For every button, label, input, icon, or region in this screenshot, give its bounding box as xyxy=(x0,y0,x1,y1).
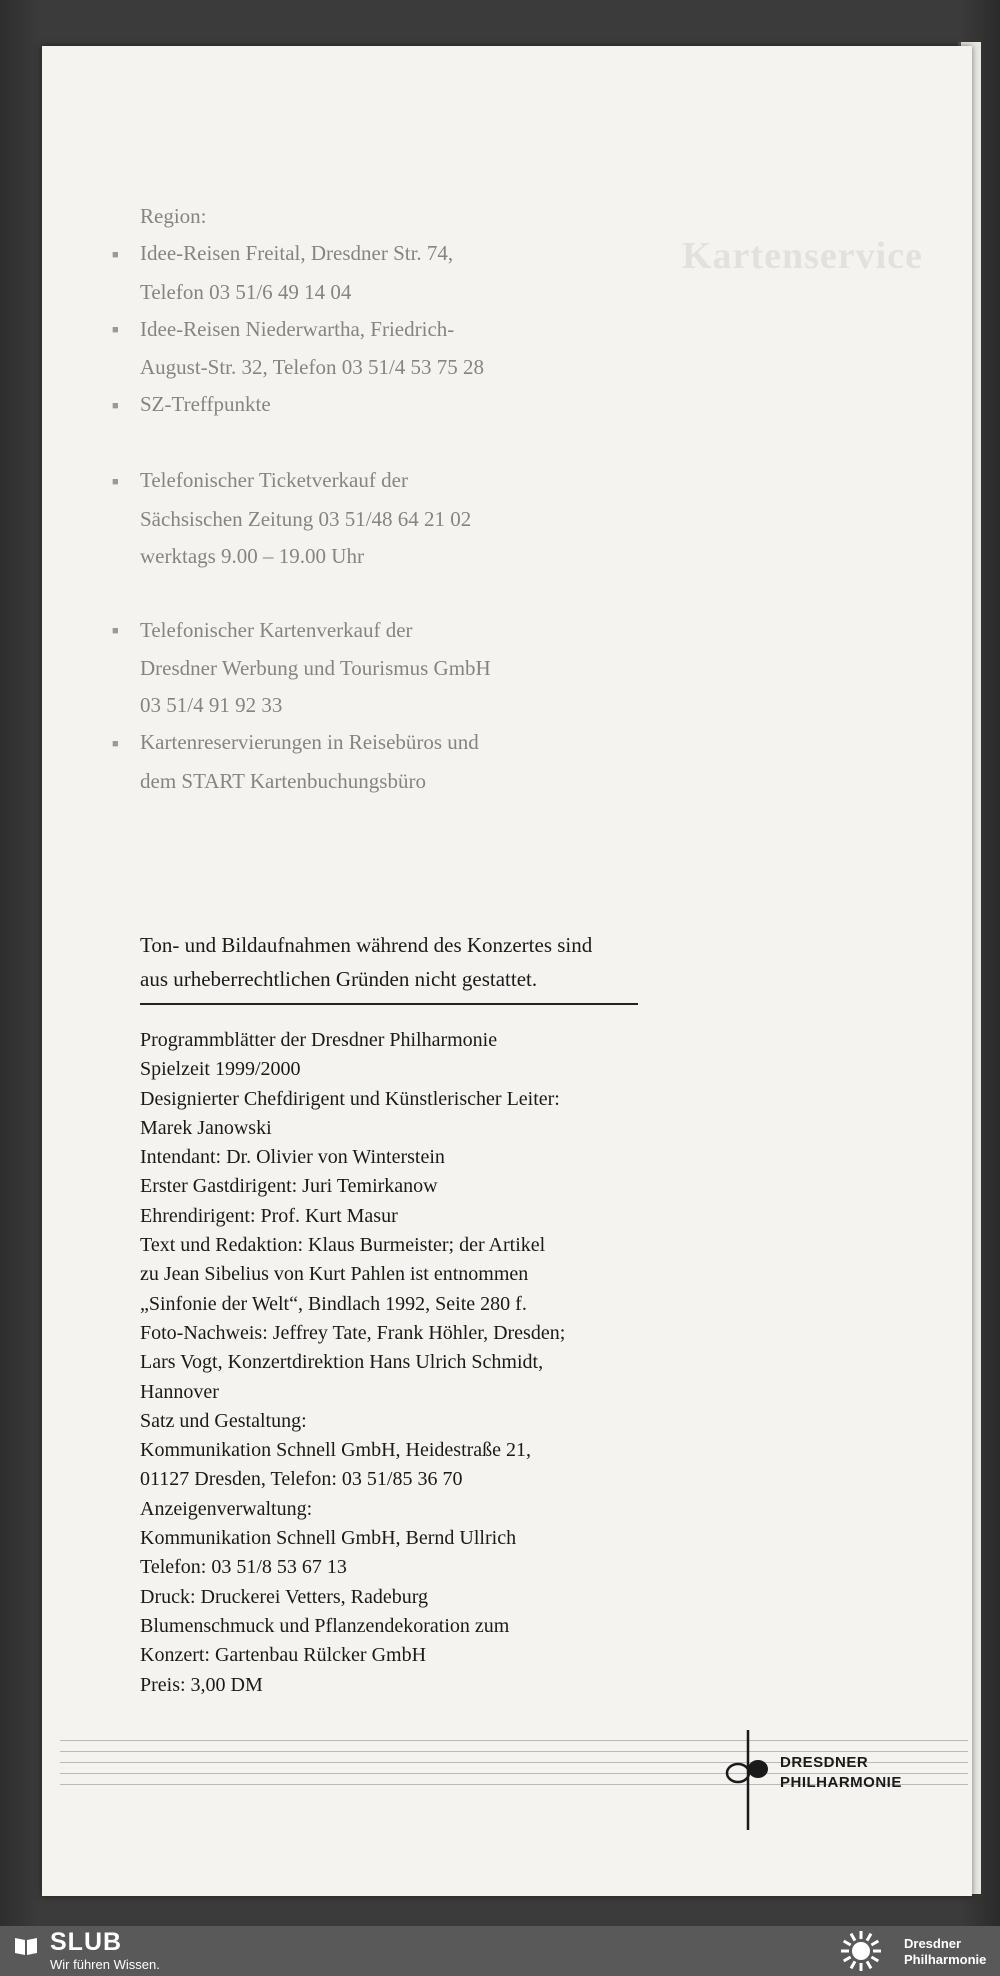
credit-line: Telefon: 03 51/8 53 67 13 xyxy=(140,1556,347,1579)
bleed-line: Telefon 03 51/6 49 14 04 xyxy=(140,279,352,304)
bleed-line: Sächsischen Zeitung 03 51/48 64 21 02 xyxy=(140,506,472,531)
logo-line-1: DRESDNER xyxy=(780,1754,869,1771)
credit-line: Marek Janowski xyxy=(140,1116,272,1139)
logo-wordmark xyxy=(780,1753,902,1793)
sun-ray xyxy=(851,1934,855,1941)
bleed-line: ■ Telefonischer Kartenverkauf der xyxy=(112,612,640,651)
credit-line: Lars Vogt, Konzertdirektion Hans Ulrich Schmidt, xyxy=(140,1351,544,1374)
philharmonie-sun-icon xyxy=(840,1930,882,1972)
credit-line: Kommunikation Schnell GmbH, Bernd Ullrich xyxy=(140,1527,517,1550)
slub-book-icon xyxy=(14,1936,38,1956)
credit-line: Ehrendirigent: Prof. Kurt Masur xyxy=(140,1204,398,1227)
imprint-credits xyxy=(140,1026,660,1700)
bleed-line: Dresdner Werbung und Tourismus GmbH xyxy=(140,656,491,681)
recording-notice xyxy=(140,928,640,996)
notice-line: aus urheberrechtlichen Gründen nicht gestattet. xyxy=(140,967,538,991)
credit-line: Blumenschmuck und Pflanzendekoration zum xyxy=(140,1614,510,1637)
credit-line: Konzert: Gartenbau Rülcker GmbH xyxy=(140,1644,427,1667)
credit-line: Preis: 3,00 DM xyxy=(140,1673,263,1696)
bleed-line: dem START Kartenbuchungsbüro xyxy=(140,769,426,794)
bleed-line: Region: xyxy=(140,204,207,228)
notice-line: Ton- und Bildaufnahmen während des Konzertes sind xyxy=(140,933,593,957)
separator-rule xyxy=(140,1003,638,1005)
logo-note-icon xyxy=(718,1725,778,1835)
sun-ray xyxy=(871,1941,878,1945)
sun-ray xyxy=(844,1941,851,1945)
ghost-title: Kartenservice xyxy=(682,235,923,277)
credit-line: Kommunikation Schnell GmbH, Heidestraße 21, xyxy=(140,1439,532,1462)
partner-line-2: Philharmonie xyxy=(904,1952,987,1967)
credit-line: zu Jean Sibelius von Kurt Pahlen ist entnommen xyxy=(140,1263,529,1286)
credit-line: Erster Gastdirigent: Juri Temirkanow xyxy=(140,1175,438,1198)
credit-line: 01127 Dresden, Telefon: 03 51/85 36 70 xyxy=(140,1468,463,1491)
sun-ray xyxy=(871,1957,878,1961)
bleed-line: werktags 9.00 – 19.00 Uhr xyxy=(140,543,364,568)
credit-line: Satz und Gestaltung: xyxy=(140,1409,307,1432)
bleed-line: August-Str. 32, Telefon 03 51/4 53 75 28 xyxy=(140,355,485,380)
partner-logo-text[interactable] xyxy=(904,1936,986,1968)
sun-ray xyxy=(867,1961,871,1968)
slub-tagline: Wir führen Wissen. xyxy=(50,1957,160,1972)
bleed-line: ■ Telefonischer Ticketverkauf der xyxy=(112,462,640,501)
sun-ray xyxy=(867,1934,871,1941)
bleed-line: ■ Kartenreservierungen in Reisebüros und xyxy=(112,724,640,763)
dresdner-philharmonie-logo xyxy=(718,1725,918,1835)
credit-line: Text und Redaktion: Klaus Burmeister; der Artikel xyxy=(140,1234,546,1257)
bleed-line xyxy=(140,575,640,612)
partner-line-1: Dresdner xyxy=(904,1936,962,1951)
bleed-through-text xyxy=(140,198,640,800)
bleed-line: ■ Idee-Reisen Niederwartha, Friedrich- xyxy=(112,311,640,350)
credit-line: Hannover xyxy=(140,1380,219,1403)
bleed-line xyxy=(140,425,640,462)
sun-ray xyxy=(844,1957,851,1961)
bleed-line: 03 51/4 91 92 33 xyxy=(140,693,283,718)
credit-line: Foto-Nachweis: Jeffrey Tate, Frank Höhler, Dresden; xyxy=(140,1321,566,1344)
credit-line: Designierter Chefdirigent und Künstlerischer Leiter: xyxy=(140,1087,560,1110)
bleed-line: ■ SZ-Treffpunkte xyxy=(112,386,640,425)
credit-line: Druck: Druckerei Vetters, Radeburg xyxy=(140,1585,429,1608)
credit-line: Anzeigenverwaltung: xyxy=(140,1497,313,1520)
viewer-footer xyxy=(0,1926,1000,1976)
credit-line: Spielzeit 1999/2000 xyxy=(140,1058,301,1081)
logo-line-2: PHILHARMONIE xyxy=(780,1774,902,1791)
credit-line: „Sinfonie der Welt“, Bindlach 1992, Seite 280 f. xyxy=(140,1292,527,1315)
slub-logo-text[interactable]: SLUB xyxy=(50,1928,123,1956)
credit-line: Intendant: Dr. Olivier von Winterstein xyxy=(140,1146,445,1169)
sun-ray xyxy=(851,1961,855,1968)
credit-line: Programmblätter der Dresdner Philharmonie xyxy=(140,1029,498,1051)
bleed-line: ■ Idee-Reisen Freital, Dresdner Str. 74, xyxy=(112,235,640,274)
